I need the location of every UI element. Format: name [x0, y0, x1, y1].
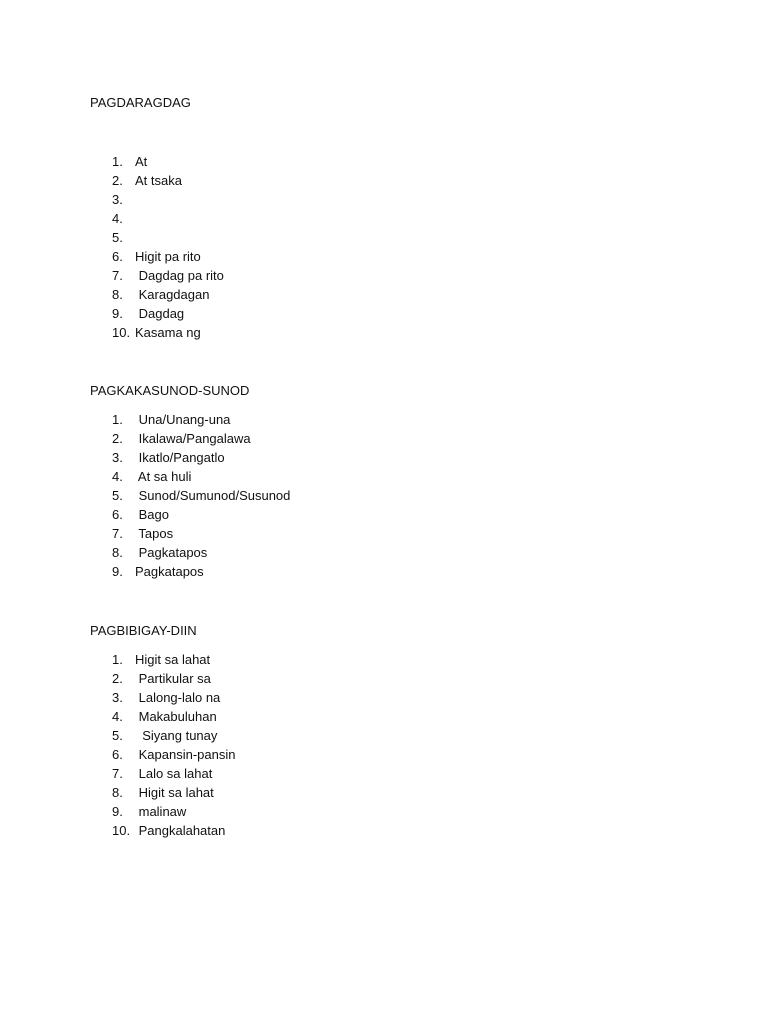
list-item — [112, 285, 224, 304]
list-number: 6. — [112, 507, 123, 522]
list-text: Siyang tunay — [135, 728, 218, 743]
list-item — [112, 266, 224, 285]
list-text: Lalong-lalo na — [135, 690, 221, 705]
list-number: 2. — [112, 671, 123, 686]
list-item — [112, 410, 290, 429]
list-item — [112, 726, 235, 745]
list-text: Higit sa lahat — [135, 785, 214, 800]
section-heading-pagbibigay-diin: PAGBIBIGAY-DIIN — [90, 623, 197, 638]
list-number: 3. — [112, 690, 123, 705]
list-text: Una/Unang-una — [135, 412, 231, 427]
list-number: 6. — [112, 747, 123, 762]
list-number: 8. — [112, 287, 123, 302]
list-number: 7. — [112, 268, 123, 283]
list-number: 9. — [112, 804, 123, 819]
list-text: Dagdag pa rito — [135, 268, 224, 283]
list-text: Makabuluhan — [135, 709, 217, 724]
list-number: 6. — [112, 249, 123, 264]
list-item — [112, 467, 290, 486]
list-number: 2. — [112, 173, 123, 188]
list-item — [112, 688, 235, 707]
list-number: 9. — [112, 564, 123, 579]
list-text: At sa huli — [135, 469, 192, 484]
list-number: 5. — [112, 488, 123, 503]
list-item — [112, 304, 224, 323]
list-item — [112, 524, 290, 543]
list-number: 4. — [112, 469, 123, 484]
list-item — [112, 209, 224, 228]
list-number: 5. — [112, 230, 123, 245]
list-text: At tsaka — [135, 173, 182, 188]
list-number: 1. — [112, 412, 123, 427]
list-text: Bago — [135, 507, 169, 522]
list-number: 9. — [112, 306, 123, 321]
list-text: Ikalawa/Pangalawa — [135, 431, 251, 446]
list-text: Dagdag — [135, 306, 185, 321]
list-text: Higit sa lahat — [135, 652, 211, 667]
list-item — [112, 783, 235, 802]
list-item — [112, 707, 235, 726]
list-item — [112, 821, 235, 840]
list-item — [112, 429, 290, 448]
list-text: Partikular sa — [135, 671, 211, 686]
list-text: Kasama ng — [135, 325, 201, 340]
list-pagbibigay-diin — [112, 650, 235, 840]
list-item — [112, 505, 290, 524]
list-text: malinaw — [135, 804, 187, 819]
list-text: Kapansin-pansin — [135, 747, 236, 762]
list-text: Higit pa rito — [135, 249, 201, 264]
list-number: 5. — [112, 728, 123, 743]
list-number: 3. — [112, 450, 123, 465]
list-item — [112, 323, 224, 342]
list-item — [112, 650, 235, 669]
list-number: 10. — [112, 823, 131, 838]
list-number: 4. — [112, 709, 123, 724]
list-item — [112, 171, 224, 190]
list-text: Pangkalahatan — [135, 823, 226, 838]
list-number: 1. — [112, 154, 123, 169]
list-item — [112, 562, 290, 581]
list-item — [112, 228, 224, 247]
list-number: 1. — [112, 652, 123, 667]
list-text: Ikatlo/Pangatlo — [135, 450, 225, 465]
list-item — [112, 448, 290, 467]
list-text: Sunod/Sumunod/Susunod — [135, 488, 291, 503]
list-text: At — [135, 154, 148, 169]
list-item — [112, 190, 224, 209]
list-item — [112, 669, 235, 688]
list-number: 7. — [112, 526, 123, 541]
list-text: Lalo sa lahat — [135, 766, 213, 781]
list-item — [112, 486, 290, 505]
list-number: 8. — [112, 785, 123, 800]
list-number: 7. — [112, 766, 123, 781]
list-item — [112, 802, 235, 821]
list-number: 2. — [112, 431, 123, 446]
list-item — [112, 543, 290, 562]
list-number: 4. — [112, 211, 123, 226]
list-pagkakasunod-sunod — [112, 410, 290, 581]
section-heading-pagkakasunod-sunod: PAGKAKASUNOD-SUNOD — [90, 383, 250, 398]
list-item — [112, 764, 235, 783]
list-pagdaragdag — [112, 152, 224, 342]
list-item — [112, 745, 235, 764]
list-text: Pagkatapos — [135, 545, 208, 560]
list-number: 8. — [112, 545, 123, 560]
list-number: 10. — [112, 325, 131, 340]
list-item — [112, 152, 224, 171]
list-text: Tapos — [135, 526, 174, 541]
list-item — [112, 247, 224, 266]
list-text: Karagdagan — [135, 287, 210, 302]
list-number: 3. — [112, 192, 123, 207]
list-text: Pagkatapos — [135, 564, 204, 579]
section-heading-pagdaragdag: PAGDARAGDAG — [90, 95, 191, 110]
